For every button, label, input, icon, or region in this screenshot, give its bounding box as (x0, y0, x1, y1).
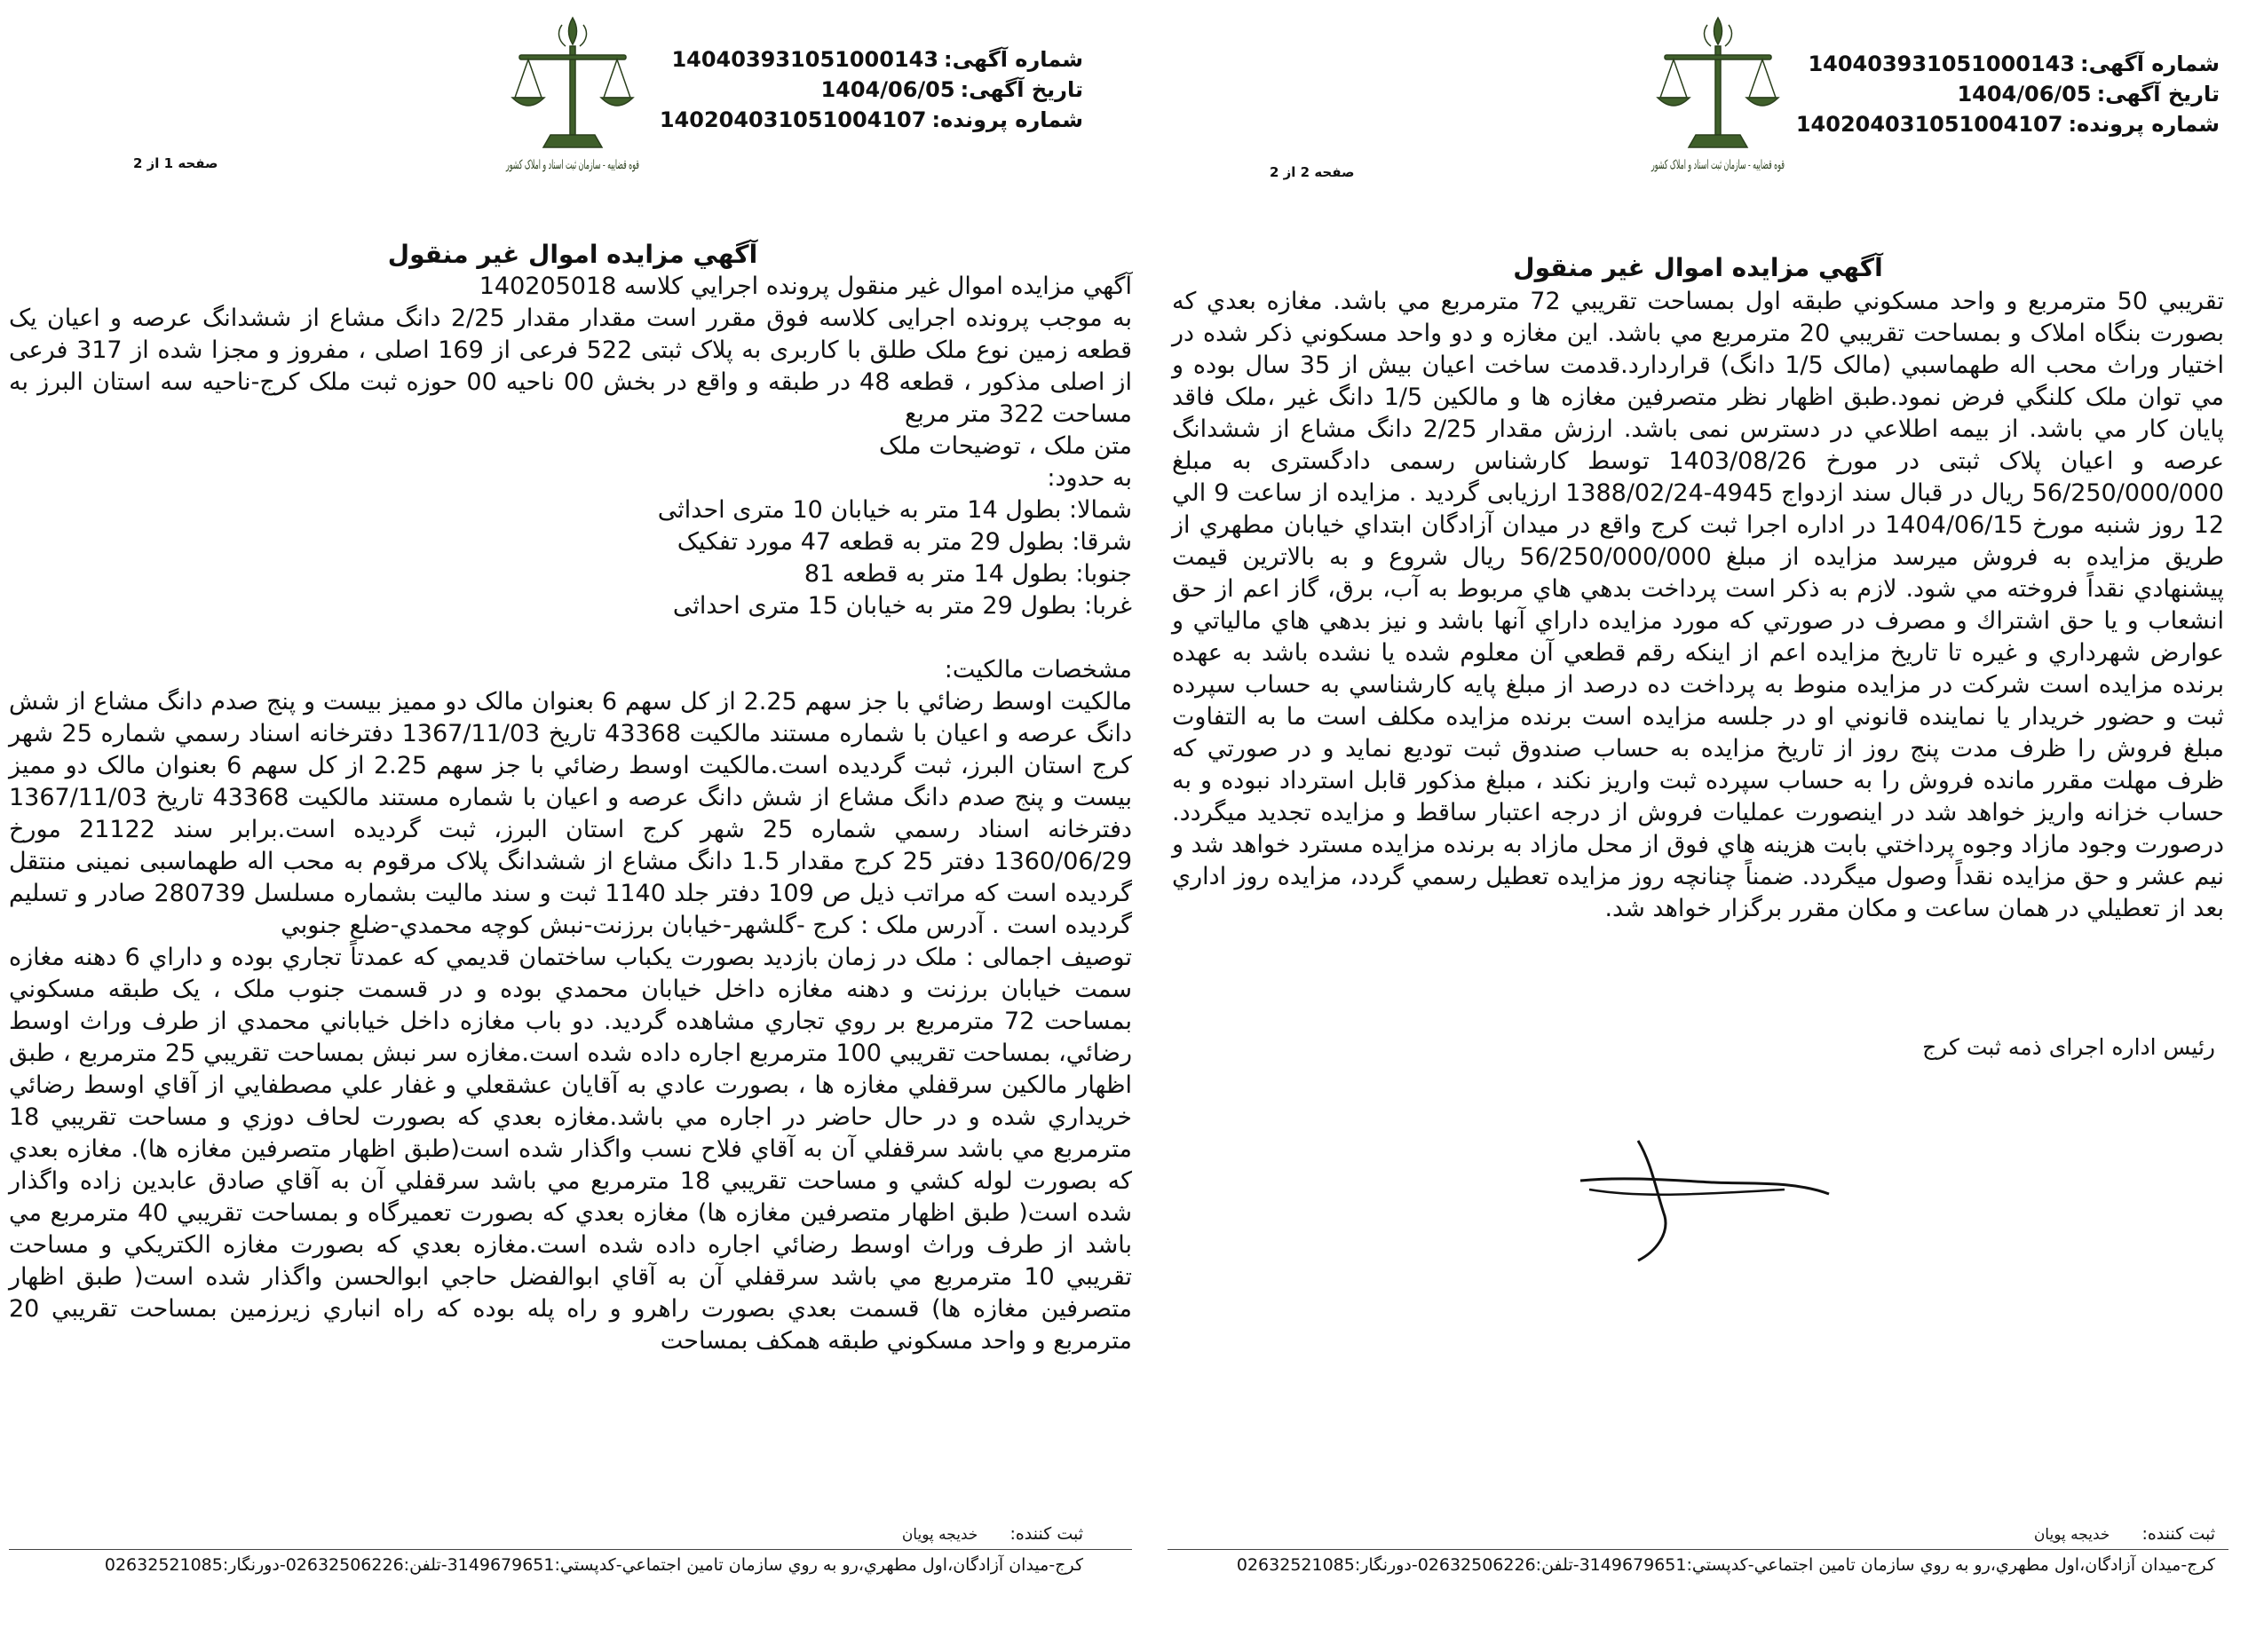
signature-icon (1571, 1127, 1838, 1269)
registrar: ثبت كننده: خدیجه پویان (901, 1524, 1083, 1544)
case-no: 140204031051004107 (659, 107, 927, 132)
bound-east: شرقا: بطول 29 متر به قطعه 47 مورد تفکيک (677, 528, 1132, 556)
footer-divider (1168, 1549, 2228, 1550)
registrar-name: خدیجه پویان (2033, 1526, 2110, 1544)
notice-body (9, 271, 1132, 1357)
notice-title: آگهي مزايده اموال غير منقول (387, 240, 758, 269)
notice-no: 140403931051000143 (671, 47, 939, 72)
registrar: ثبت كننده: خدیجه پویان (2033, 1524, 2215, 1544)
office-address: كرج-ميدان آزادگان،اول مطهري،رو به روي سازمان تامين اجتماعي-كدپستي:3149679651-تلفن:02632506226-دورنگار:02632521085 (1236, 1555, 2215, 1575)
intro-line: آگهي مزايده اموال غير منقول پرونده اجرايي كلاسه 140205018 (479, 273, 1132, 300)
ownership-text: مالکيت اوسط رضائي با جز سهم 2.25 از کل سهم 6 بعنوان مالک دو مميز بيست و پنج صدم دانگ مشاع از شش دانگ عرصه و اعيان با شماره مستند مالکيت 43368 تاريخ 1367/11/03 دفترخانه اسناد رسمي شماره 25 شهر کرج استان البرز، ثبت گرديده است.مالکيت اوسط رضائي با جز سهم 2.25 از کل سهم 6 بعنوان مالک دو مميز بيست و پنج صدم دانگ مشاع از شش دانگ عرصه و اعيان با شماره مستند مالکيت 43368 تاريخ 1367/11/03 دفترخانه اسناد رسمي شماره 25 شهر کرج استان البرز، ثبت گرديده است.برابر سند 21122 مورخ 1360/06/29 دفتر 25 کرج مقدار 1.5 دانگ مشاع از ششدانگ پلاک مرقوم به محب اله طهماسبی نمینی منتقل گرديده است که مراتب ذیل ص 109 دفتر جلد 1140 ثبت و سند مالیت بشماره مسلسل 280739 صادر و تسلیم گردیده است . آدرس ملک : کرج -گلشهر-خیابان برزنت-نبش کوچه محمدي-ضلع جنوبي (9, 688, 1133, 939)
date-label: تاریخ آگهی: (2096, 82, 2220, 107)
emblem-caption: قوه قضاییه - سازمان ثبت اسناد و املاک کشور (1651, 158, 1785, 172)
case-no-label: شماره پرونده: (931, 107, 1083, 132)
notice-meta (654, 44, 1083, 135)
notice-no: 140403931051000143 (1808, 51, 2076, 76)
registrar-name: خدیجه پویان (901, 1526, 978, 1544)
page-indicator: صفحه 2 از 2 (1270, 164, 1355, 180)
desc-label: متن ملک ، توضيحات ملک (879, 432, 1132, 460)
case-no-label: شماره پرونده: (2068, 112, 2220, 137)
bound-south: جنوبا: بطول 14 متر به قطعه 81 (803, 560, 1132, 588)
owner-label: مشخصات مالکيت: (944, 656, 1132, 684)
date-label: تاریخ آگهی: (960, 77, 1083, 102)
office-address: كرج-ميدان آزادگان،اول مطهري،رو به روي سازمان تامين اجتماعي-كدپستي:3149679651-تلفن:02632506226-دورنگار:02632521085 (104, 1555, 1083, 1575)
intro-body: به موجب پرونده اجرايی كلاسه فوق مقرر است مقدار مقدار 2/25 دانگ مشاع از ششدانگ عرصه و اعيان يک قطعه زمين نوع ملک طلق با كاربری به پلاک ثبتی 522 فرعی از 169 اصلی ، مفروز و مجزا شده از 317 فرعی از اصلی مذكور ، قطعه 48 در طبقه و واقع در بخش 00 ناحيه 00 حوزه ثبت ملک كرج-ناحيه سه استان البرز به مساحت 322 متر مربع (9, 304, 1132, 428)
footer-divider (9, 1549, 1132, 1550)
page-indicator: صفحه 1 از 2 (133, 155, 218, 171)
notice-no-label: شماره آگهی: (944, 47, 1083, 72)
signer-title: رئیس اداره اجرای ذمه ثبت کرج (1922, 1034, 2215, 1060)
bound-west: غربا: بطول 29 متر به خيابان 15 متری احداثی (672, 592, 1132, 620)
spacer (9, 622, 1132, 654)
notice-meta (1791, 49, 2220, 139)
notice-no-label: شماره آگهی: (2080, 51, 2220, 76)
notice-page-2 (1154, 0, 2242, 1652)
case-no: 140204031051004107 (1795, 112, 2063, 137)
bounds-label: به حدود: (1047, 464, 1132, 492)
notice-body (1172, 286, 2224, 925)
notice-date: 1404/06/05 (820, 77, 955, 102)
auction-terms-text: تقريبي 50 مترمربع و واحد مسكوني طبقه اول بمساحت تقريبي 72 مترمربع مي باشد. مغازه بعدي كه بصورت بنگاه املاک و بمساحت تقريبي 20 مترمربع مي باشد. اين مغازه و دو واحد مسکوني ذکر شده در اختيار وراث محب اله طهماسبي (مالک 1/5 دانگ) قراردارد.قدمت ساخت اعيان بيش از 35 سال بوده و مي توان ملک کلنگي فرض نمود.طبق اظهار نظر متصرفين مغازه ها و مالکين 1/5 دانگ غير ،ملک فاقد پايان کار مي باشد. از بيمه اطلاعي در دسترس نمی باشد. ارزش مقدار 2/25 دانگ مشاع از ششدانگ عرصه و اعيان پلاک ثبتی در مورخ 1403/08/26 توسط کارشناس رسمی دادگستری به مبلغ 56/250/000/000 ريال در قبال سند ازدواج 4945-1388/02/24 ارزيابی گرديد . مزايده از ساعت 9 الي 12 روز شنبه مورخ 1404/06/15 در اداره اجرا ثبت کرج واقع در ميدان آزادگان ابتداي خيابان مطهري از طريق مزايده به فروش ميرسد مزايده از مبلغ 56/250/000/000 ريال شروع و به بالاترين قيمت پيشنهادي نقداً فروخته مي شود. لازم به ذكر است پرداخت بدهي هاي مربوط به آب، برق، گاز اعم از حق انشعاب و يا حق اشتراك و مصرف در صورتي كه مورد مزايده داراي آنها باشد و نيز بدهي هاي مالياتي و عوارض شهرداري و غيره تا تاريخ مزايده اعم از اينكه رقم قطعي آن معلوم شده يا نشده باشد به عهده برنده مزايده است شركت در مزايده منوط به پرداخت ده درصد از مبلغ پايه كارشناسي به حساب سپرده ثبت و حضور خريدار يا نماينده قانوني او در جلسه مزايده است برنده مزايده مكلف است ما به التفاوت مبلغ فروش را ظرف مدت پنج روز از تاريخ مزايده به حساب صندوق ثبت توديع نمايد و در صورتي كه ظرف مهلت مقرر مانده فروش را به حساب سپرده ثبت واريز نكند ، مبلغ مذكور قابل استرداد نبوده و به حساب خزانه واريز خواهد شد در اينصورت عمليات فروش از درجه اعتبار ساقط و مزايده تجديد ميگردد. درصورت وجود مازاد وجوه پرداختي بابت هزينه هاي فوق از محل مازاد به برنده مزايده مسترد خواهد شد و نيم عشر و حق مزايده نقداً وصول ميگردد. ضمناً چنانچه روز مزايده تعطيل رسمي گردد، مزايده روز اداري بعد از تعطيلي در همان ساعت و مكان مقرر برگزار خواهد شد. (1172, 288, 2225, 922)
notice-date: 1404/06/05 (1957, 82, 2092, 107)
bound-north: شمالا: بطول 14 متر به خيابان 10 متری احداثی (657, 496, 1132, 524)
summary-text: توصيف اجمالی : ملک در زمان بازديد بصورت يکباب ساختمان قديمي که عمدتاً تجاري بوده و داراي 6 دهنه مغازه سمت خيابان برزنت و دهنه مغازه داخل خيابان محمدي بوده و در قسمت جنوب ملک ، يک طبقه مسکوني بمساحت 72 مترمربع بر روي تجاري مشاهده گرديد. دو باب مغازه داخل خياباني محمدي از طرف وراث اوسط رضائي، بمساحت تقريبي 100 مترمربع اجاره داده شده است.مغازه سر نبش بمساحت تقريبي 25 مترمربع ، طبق اظهار مالکين سرقفلي مغازه ها ، بصورت عادي به آقايان عشقعلي و غفار علي مصطفايي از آقاي اوسط رضائي خريداري شده و در حال حاضر در اجاره مي باشد.مغازه بعدي که بصورت لحاف دوزي و مساحت تقريبي 18 مترمربع مي باشد سرقفلي آن به آقاي فلاح نسب واگذار شده است(طبق اظهار متصرفين مغازه ها). مغازه بعدي که بصورت لوله کشي و مساحت تقريبي 18 مترمربع مي باشد سرقفلي آن به آقاي صادق عابدين زاده واگذار شده است( طبق اظهار متصرفين مغازه ها) مغازه بعدي که بصورت تعميرگاه و بمساحت تقريبي 40 مترمربع مي باشد از طرف وراث اوسط رضائي اجاره داده شده است.مغازه بعدي که بصورت مغازه الکتريکي و مساحت تقريبي 10 مترمربع مي باشد سرقفلي آن به آقاي ابوالفضل حاجي ابوالحسن واگذار شده است( طبق اظهار متصرفين مغازه ها) قسمت بعدي بصورت راهرو و راه پله بوده که راه انباري زيرزمين بمساحت تقريبي 20 مترمربع و واحد مسکوني طبقه همکف بمساحت (9, 944, 1133, 1355)
judiciary-emblem-icon (1647, 9, 1789, 204)
judiciary-emblem-icon (502, 9, 644, 204)
notice-title: آگهي مزايده اموال غير منقول (1513, 253, 1883, 282)
emblem-caption: قوه قضاییه - سازمان ثبت اسناد و املاک کشور (505, 158, 639, 172)
